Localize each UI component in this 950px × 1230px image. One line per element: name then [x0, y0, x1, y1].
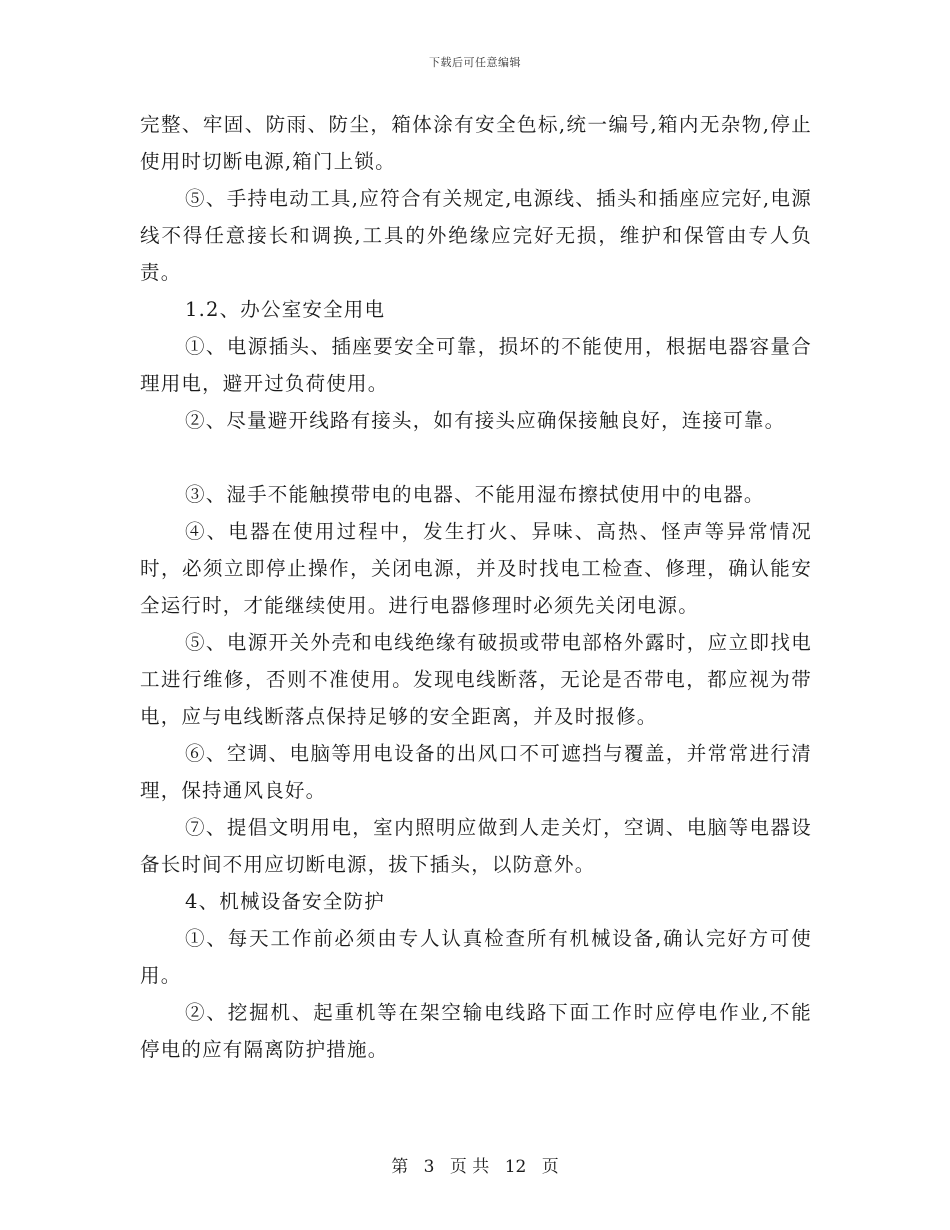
paragraph-4: ②、尽量避开线路有接头，如有接头应确保接触良好，连接可靠。 [185, 409, 786, 432]
footer-suffix: 页 [541, 1157, 559, 1177]
paragraph-9: ⑦、提倡文明用电，室内照明应做到人走关灯，空调、电脑等电器设备长时间不用应切断电源，拔下插头，以防意外。 [140, 816, 812, 876]
paragraph-11: ①、每天工作前必须由专人认真检查所有机械设备,确认完好方可使用。 [140, 927, 812, 987]
footer-prefix: 第 [391, 1157, 409, 1177]
footer-current-page: 3 [423, 1157, 435, 1177]
paragraph-12: ②、挖掘机、起重机等在架空输电线路下面工作时应停电作业,不能停电的应有隔离防护措施。 [140, 1001, 812, 1061]
paragraph-1: ⑤、手持电动工具,应符合有关规定,电源线、插头和插座应完好,电源线不得任意接长和调换,工具的外绝缘应完好无损，维护和保管由专人负责。 [140, 187, 812, 284]
page-header-note: 下载后可任意编辑 [429, 56, 521, 69]
paragraph-3: ①、电源插头、插座要安全可靠，损坏的不能使用，根据电器容量合理用电，避开过负荷使用。 [140, 335, 812, 395]
paragraph-6: ④、电器在使用过程中，发生打火、异味、高热、怪声等异常情况时，必须立即停止操作，关闭电源，并及时找电工检查、修理，确认能安全运行时，才能继续使用。进行电器修理时必须先关闭电源。 [140, 520, 812, 617]
paragraph-8: ⑥、空调、电脑等用电设备的出风口不可遮挡与覆盖，并常常进行清理，保持通风良好。 [140, 742, 812, 802]
paragraph-0: 完整、牢固、防雨、防尘，箱体涂有安全色标,统一编号,箱内无杂物,停止使用时切断电源,箱门上锁。 [140, 113, 812, 173]
section-heading-machinery: 4、机械设备安全防护 [185, 890, 385, 913]
footer-total-pages: 12 [504, 1157, 527, 1177]
footer-middle: 页 共 [449, 1157, 490, 1177]
page-footer [0, 1152, 950, 1177]
document-body [140, 106, 812, 1068]
section-heading-office-electricity: 1.2、办公室安全用电 [185, 298, 386, 321]
paragraph-5: ③、湿手不能触摸带电的电器、不能用湿布擦拭使用中的电器。 [185, 483, 765, 506]
paragraph-7: ⑤、电源开关外壳和电线绝缘有破损或带电部格外露时，应立即找电工进行维修，否则不准使用。发现电线断落，无论是否带电，都应视为带电，应与电线断落点保持足够的安全距离，并及时报修。 [140, 631, 812, 728]
